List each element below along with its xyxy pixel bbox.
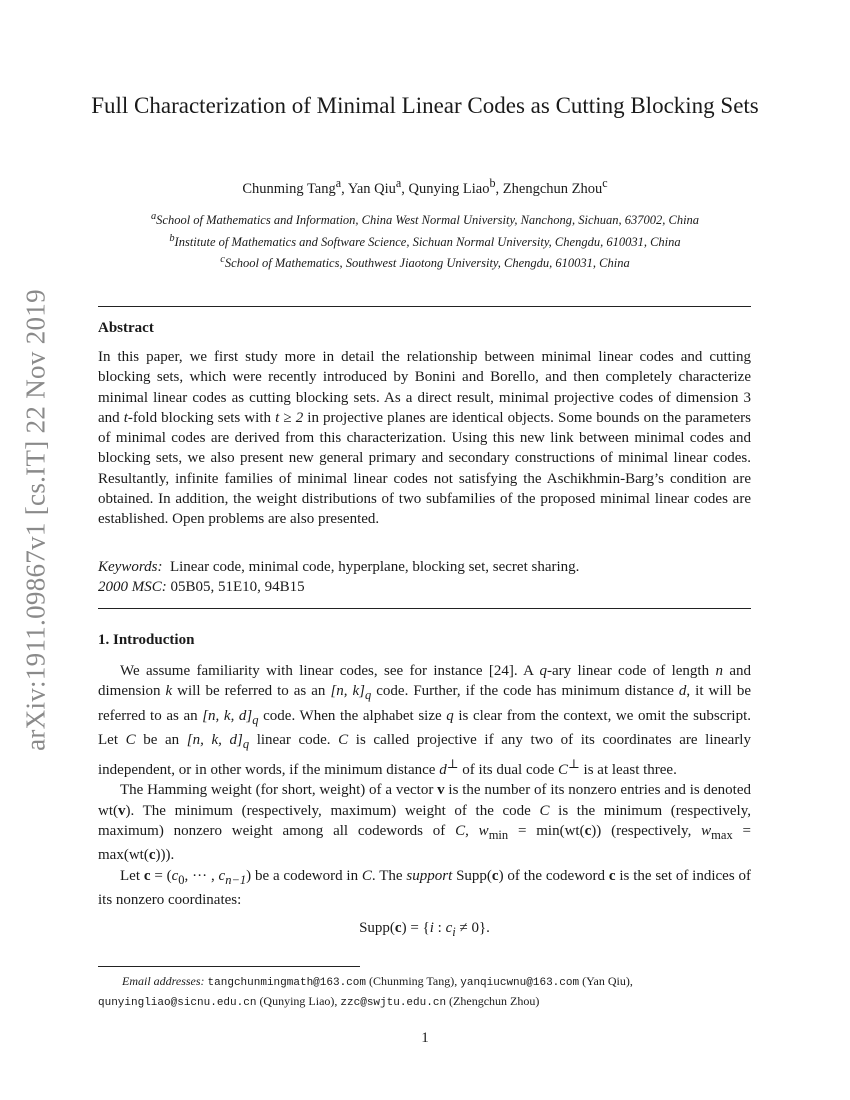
- affiliation: $^a$School of Mathematics and Information, China West Normal University, Nanchong, Sichuan, 637002, China: [150, 211, 700, 228]
- keywords-line: Keywords: Linear code, minimal code, hyperplane, blocking set, secret sharing.: [98, 559, 580, 575]
- author-name: Chunming Tang: [242, 180, 336, 197]
- email-link[interactable]: tangchunmingmath@163.com: [207, 977, 366, 989]
- page-number: 1: [421, 1030, 429, 1046]
- author-name: Qunying Liao: [408, 180, 490, 197]
- abstract-heading: Abstract: [98, 320, 154, 336]
- introduction-body: [98, 661, 751, 910]
- author-name: Yan Qiu: [347, 180, 396, 197]
- abstract-bottom-rule: [98, 608, 751, 609]
- email-link[interactable]: yanqiucwnu@163.com: [460, 977, 580, 989]
- paragraph: The Hamming weight (for short, weight) of a vector v is the number of its nonzero entries and is denoted wt(v). The minimum (respectively, maximum) weight of the code C is the minimum (respectively, maximum) nonzero weight among all codewords of C, $w_{min} = \min(wt(c))$ (respectively, $w_{max} = \max(wt(c))$).: [98, 782, 751, 864]
- footnote-rule: [98, 966, 360, 967]
- footnote-emails: Email addresses: tangchunmingmath@163.com (Chunming Tang), yanqiucwnu@163.com (Yan Qiu), qunyingliao@sicnu.edu.cn (Qunying Liao), zzc@swjtu.edu.cn (Zhengchun Zhou): [98, 974, 633, 1009]
- paragraph: Let $c = (c_0$, ··· , $c_{n-1}$) be a codeword in C. The support Supp(c) of the codeword c is the set of indices of its nonzero coordinates:: [98, 867, 751, 908]
- section-heading-introduction: 1. Introduction: [98, 632, 195, 648]
- affiliation: $^c$School of Mathematics, Southwest Jiaotong University, Chengdu, 610031, China: [220, 254, 630, 271]
- email-link[interactable]: qunyingliao@sicnu.edu.cn: [98, 997, 257, 1009]
- msc-line: 2000 MSC: 05B05, 51E10, 94B15: [98, 579, 305, 595]
- display-equation: Supp(c) = {i : $c_i \ne 0$}.: [359, 920, 490, 939]
- abstract-top-rule: [98, 306, 751, 307]
- email-link[interactable]: zzc@swjtu.edu.cn: [340, 997, 447, 1009]
- arxiv-sidebar-stamp: [16, 270, 56, 770]
- affiliation-list: [100, 208, 750, 273]
- author-list: Chunming Tang$^a$, Yan Qiu$^a$, Qunying Liao$^b$, Zhengchun Zhou$^c$: [242, 176, 608, 197]
- paper-title: Full Characterization of Minimal Linear Codes as Cutting Blocking Sets: [91, 93, 759, 118]
- author-affil-mark: b: [489, 176, 496, 190]
- arxiv-identifier: arXiv:1911.09867v1 [cs.IT] 22 Nov 2019: [20, 289, 51, 751]
- author-affil-mark: c: [602, 176, 608, 190]
- author-affil-mark: a: [395, 176, 402, 190]
- author-name: Zhengchun Zhou: [502, 180, 603, 197]
- abstract-body: In this paper, we first study more in detail the relationship between minimal linear codes and cutting blocking sets, which were recently introduced by Bonini and Borello, and then completely characterize minimal linear codes as cutting blocking sets. As a direct result, minimal projective codes of dimension 3 and t-fold blocking sets with t ≥ 2 in projective planes are identical objects. Some bounds on the parameters of minimal codes are derived from this characterization. Using this new link between minimal codes and blocking sets, we also present new general primary and secondary constructions of minimal linear codes. Resultantly, infinite families of minimal linear codes not satisfying the Aschikhmin-Barg’s condition are obtained. In addition, the weight distributions of two subfamilies of the proposed minimal linear codes are established. Open problems are also presented.: [98, 349, 751, 528]
- affiliation: $^b$Institute of Mathematics and Software Science, Sichuan Normal University, Chengdu, 610031, China: [169, 232, 681, 249]
- author-affil-mark: a: [335, 176, 342, 190]
- paragraph: We assume familiarity with linear codes, see for instance [24]. A q-ary linear code of length n and dimension k will be referred to as an [n, $k]_q$ code. Further, if the code has minimum distance d, it will be referred to as an [n, k, $d]_q$ code. When the alphabet size q is clear from the context, we omit the subscript. Let C be an [n, k, $d]_q$ linear code. C is called projective if any two of its coordinates are linearly independent, or in other words, if the minimum distance d⊥ of its dual code C⊥ is at least three.: [98, 663, 751, 779]
- footnote-label: Email addresses:: [122, 974, 205, 988]
